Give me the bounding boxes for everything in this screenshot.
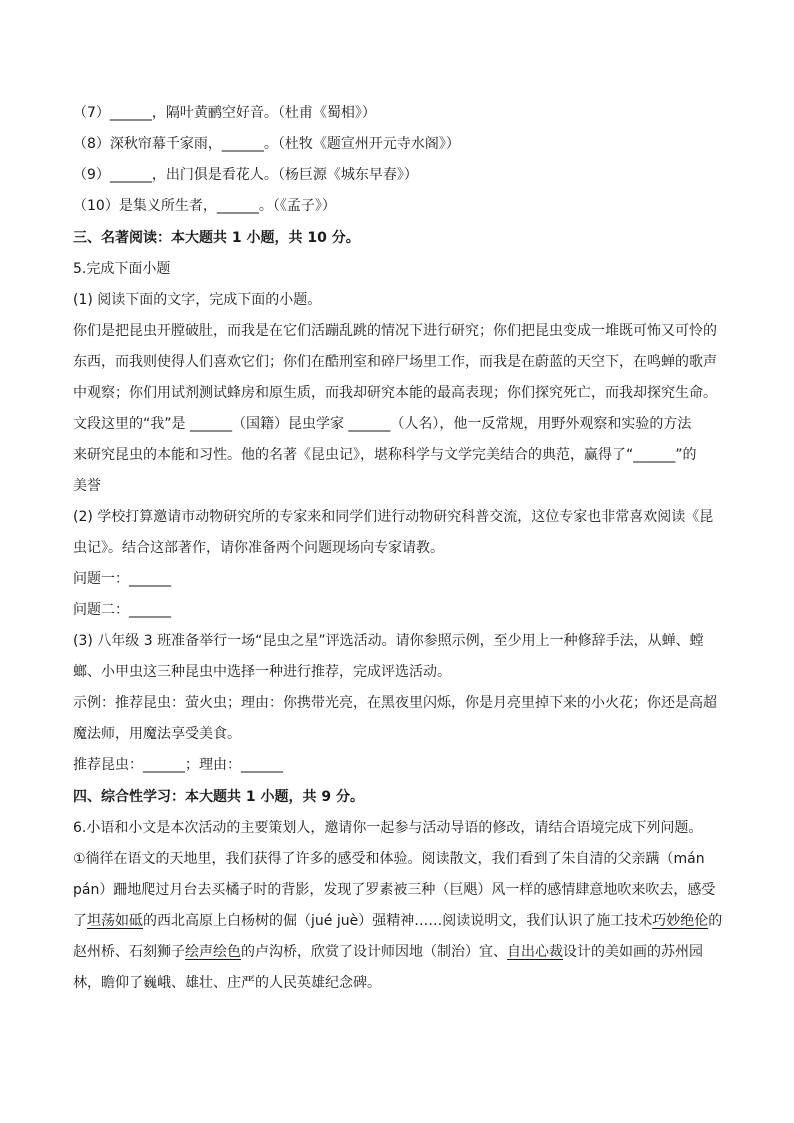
question-5-2-prompt: (2) 学校打算邀请市动物研究所的专家来和同学们进行动物研究科普交流，这位专家也非常喜欢阅读《昆 (73, 509, 714, 525)
section-three-heading: 三、名著阅读：本大题共 1 小题，共 10 分。 (73, 230, 360, 246)
guide-paragraph-line: 赵州桥、石刻狮子绘声绘色的卢沟桥，欣赏了设计师因地（制治）宜、自出心裁设计的美如画的苏州园 (73, 944, 703, 960)
recommend-blank: 推荐昆虫：______；理由：______ (73, 757, 283, 773)
poem-item-10: （10）是集义所生者，______。（《孟子》） (73, 198, 336, 214)
guide-paragraph-line: pán）跚地爬过月台去买橘子时的背影，发现了罗素被三种（巨飓）风一样的感情肆意地吹来吹去，感受 (73, 882, 716, 898)
poem-item-7: （7）______，隔叶黄鹂空好音。（杜甫《蜀相》） (73, 105, 376, 121)
question-5-title: 5.完成下面小题 (73, 261, 171, 277)
poem-item-9: （9）______，出门俱是看花人。（杨巨源《城东早春》） (73, 167, 418, 183)
passage-line: 你们是把昆虫开膛破肚，而我是在它们活蹦乱跳的情况下进行研究；你们把昆虫变成一堆既可怖又可怜的 (73, 323, 717, 339)
passage-line: 中观察；你们用试剂测试蜂房和原生质，而我却研究本能的最高表现；你们探究死亡，而我却探究生命。 (73, 385, 717, 401)
question-5-1-prompt: (1) 阅读下面的文字，完成下面的小题。 (73, 292, 322, 308)
question-6-prompt: 6.小语和小文是本次活动的主要策划人，邀请你一起参与活动导语的修改，请结合语境完成下列问题。 (73, 820, 703, 836)
question-5-2-prompt: 虫记》。结合这部著作，请你准备两个问题现场向专家请教。 (73, 540, 444, 556)
section-four-heading: 四、综合性学习：本大题共 1 小题，共 9 分。 (73, 789, 364, 805)
question-5-1-fill-line: 美誉 (73, 478, 101, 494)
question-two-blank: 问题二：______ (73, 602, 171, 618)
question-5-3-prompt: (3) 八年级 3 班准备举行一场“昆虫之星”评选活动。请你参照示例，至少用上一种修辞手法，从蝉、螳 (73, 633, 704, 649)
question-5-1-fill-line: 文段这里的“我”是 ______（国籍）昆虫学家 ______（人名），他一反常规，用野外观察和实验的方法 (73, 416, 692, 432)
question-5-3-prompt: 螂、小甲虫这三种昆虫中选择一种进行推荐，完成评选活动。 (73, 664, 451, 680)
passage-line: 东西，而我则使得人们喜欢它们；你们在酷刑室和碎尸场里工作，而我是在蔚蓝的天空下，在鸣蝉的歌声 (73, 354, 717, 370)
guide-paragraph-line: 了坦荡如砥的西北高原上白杨树的倔（jué juè）强精神……阅读说明文，我们认识了施工技术巧妙绝伦的 (73, 913, 723, 929)
question-one-blank: 问题一：______ (73, 571, 171, 587)
example-line: 魔法师，用魔法享受美食。 (73, 726, 241, 742)
question-5-1-fill-line: 来研究昆虫的本能和习性。他的名著《昆虫记》，堪称科学与文学完美结合的典范，赢得了“______”的 (73, 447, 697, 463)
guide-paragraph-line: 林，瞻仰了巍峨、雄壮、庄严的人民英雄纪念碑。 (73, 975, 381, 991)
guide-paragraph-line: ①徜徉在语文的天地里，我们获得了许多的感受和体验。阅读散文，我们看到了朱自清的父亲蹒（mán (73, 851, 705, 867)
example-line: 示例：推荐昆虫：萤火虫；理由：你携带光亮，在黑夜里闪烁，你是月亮里掉下来的小火花；你还是高超 (73, 695, 717, 711)
poem-item-8: （8）深秋帘幕千家雨，______。（杜牧《题宣州开元寺水阁》） (73, 136, 460, 152)
